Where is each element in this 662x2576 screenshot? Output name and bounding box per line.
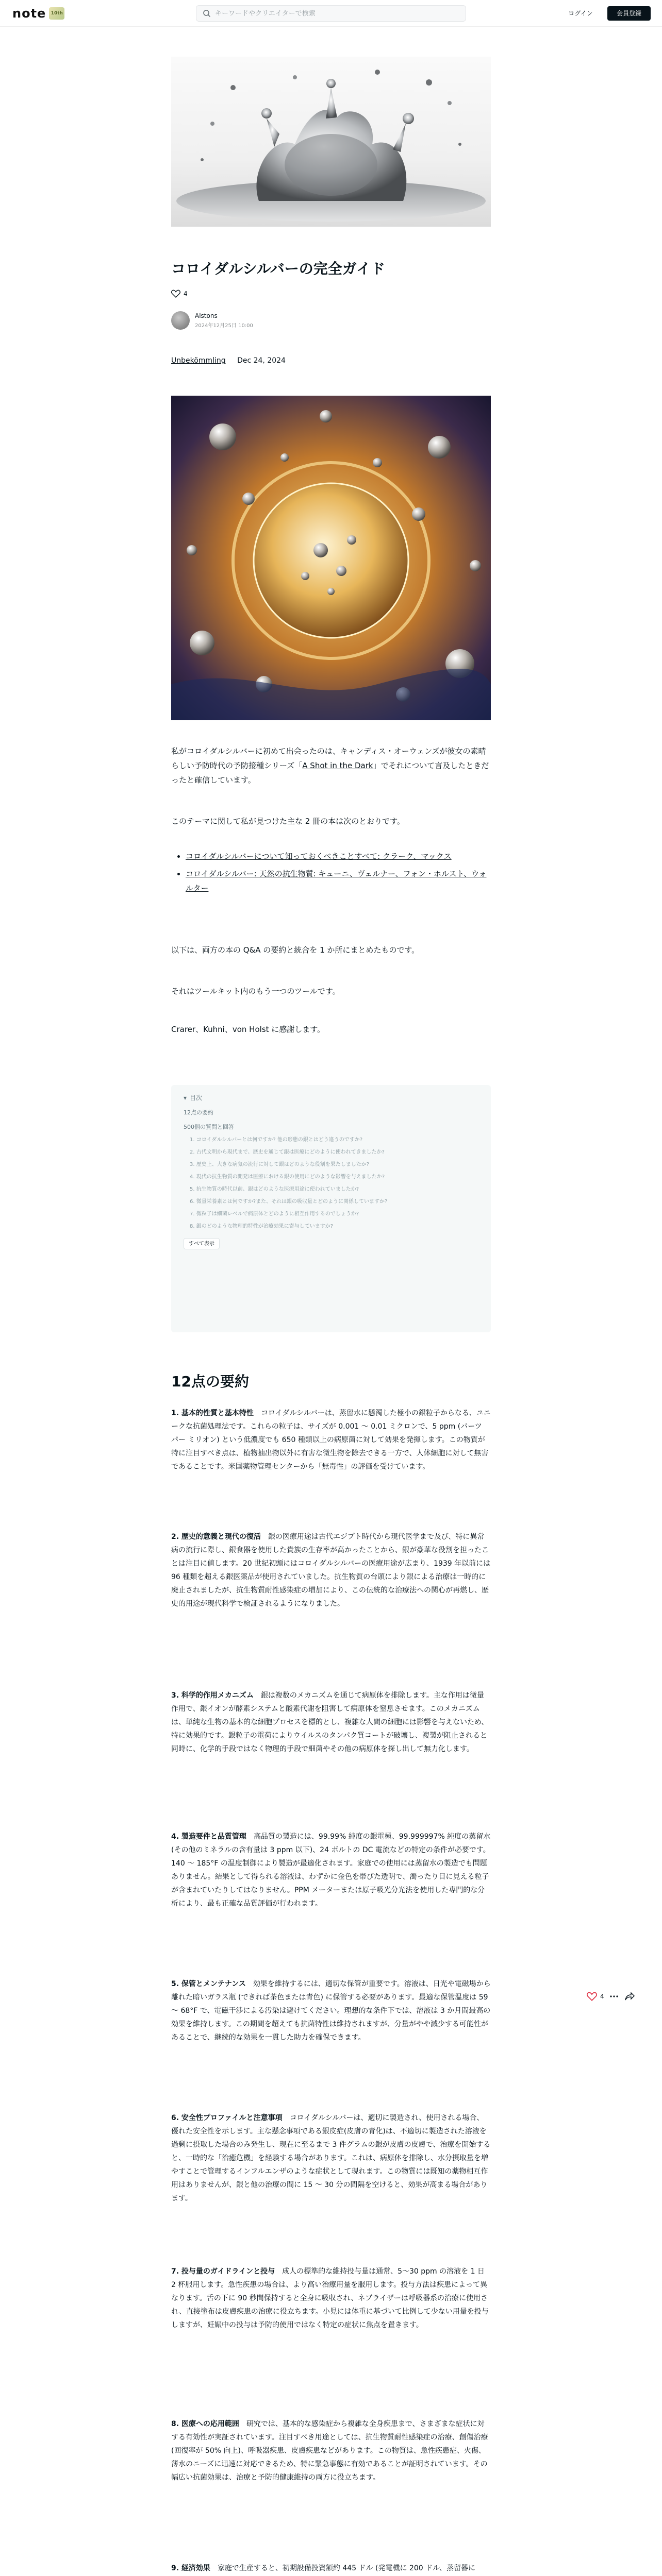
top-navigation-bar bbox=[0, 0, 662, 27]
category-link[interactable]: Unbekömmling bbox=[171, 357, 226, 365]
toc-subitem[interactable]: 3. 歴史上、大きな病気の流行に対して銀はどのような役割を果たしましたか? bbox=[190, 1162, 370, 1167]
summary-item bbox=[171, 2265, 491, 2332]
summary-item-heading: 8. 医療への応用範囲 bbox=[171, 2420, 239, 2428]
search-input[interactable] bbox=[215, 6, 466, 21]
table-of-contents bbox=[171, 1085, 491, 1332]
intro-paragraph-5: Crarer、Kuhni、von Holst に感謝します。 bbox=[171, 1025, 325, 1034]
share-icon[interactable] bbox=[625, 1992, 635, 2001]
floating-action-bar bbox=[587, 1992, 635, 2001]
summary-item-heading: 4. 製造要件と品質管理 bbox=[171, 1833, 246, 1841]
toc-subitem[interactable]: 4. 現代の抗生物質の開発は医療における銀の使用にどのような影響を与えましたか? bbox=[190, 1174, 385, 1180]
toc-subitem[interactable]: 7. 微粒子は細菌レベルで病原体とどのように相互作用するのでしょうか? bbox=[190, 1211, 359, 1217]
summary-item-heading: 7. 投与量のガイドラインと投与 bbox=[171, 2267, 275, 2276]
summary-item bbox=[171, 1406, 491, 1473]
summary-item bbox=[171, 1977, 491, 2044]
chevron-down-icon: ▾ bbox=[184, 1094, 187, 1101]
toc-heading[interactable] bbox=[184, 1093, 478, 1102]
intro-paragraph-3: 以下は、両方の本の Q&A の要約と統合を 1 か所にまとめたものです。 bbox=[171, 945, 420, 955]
section-heading-summary: 12点の要約 bbox=[171, 1373, 249, 1390]
toc-subitem[interactable]: 5. 抗生物質の時代以前、銀はどのような医療用途に使われていましたか? bbox=[190, 1187, 359, 1192]
note-logo[interactable] bbox=[12, 5, 64, 22]
toc-heading-label: 目次 bbox=[190, 1094, 203, 1101]
source-line bbox=[171, 357, 286, 365]
toc-subitem[interactable]: 2. 古代文明から現代まで、歴史を通じて銀は医療にどのように使われてきましたか? bbox=[190, 1149, 385, 1155]
more-options-icon[interactable] bbox=[609, 1992, 619, 2001]
summary-item bbox=[171, 1530, 491, 1611]
summary-item-body: 研究では、基本的な感染症から複雑な全身疾患まで、さまざまな症状に対する有効性が実証されています。注目すべき用途としては、抗生物質耐性感染症の治療、創傷治療 (回復率が 50% 向上)、呼吸器疾患、皮膚疾患などがあります。この物質は、急性疾患症、火傷、薄水のニーズに迅速に対応できるため、特に緊急事態に有効であることが証明されています。その幅広い抗菌効果は、治療と予防的健康維持の両方に役立ちます。 bbox=[171, 2420, 488, 2482]
summary-item-body: 家庭で生産すると、初期設備投資額約 445 ドル (発電機に 200 ドル、蒸留器に bbox=[217, 2564, 475, 2572]
author-name[interactable]: Alstons bbox=[195, 312, 218, 319]
summary-item-body: 成人の標準的な維持投与量は通常、5〜30 ppm の溶液を 1 日 2 杯服用します。急性疾患の場合は、より高い治療用量を服用します。投与方法は疾患によって異なります。舌の下に 90 秒間保持すると全身に吸収され、ネブライザーは呼吸器系の治療に使用され、直接塗布は皮膚疾患の治療に役立ちます。小児には体重に基づいて比例して少ない用量を投与しますが、妊娠中の投与は予防的使用ではなく特定の症状に焦点を置きます。 bbox=[171, 2267, 489, 2329]
summary-item-heading: 2. 歴史的意義と現代の復活 bbox=[171, 1533, 261, 1541]
toc-subitem[interactable]: 8. 銀のどのような物理的特性が治療効果に寄与していますか? bbox=[190, 1224, 334, 1229]
summary-item-body: 高品質の製造には、99.99% 純度の銀電極、99.999997% 純度の蒸留水 (その他のミネラルの含有量は 3 ppm 以下)、24 ボルトの DC 電流などの特定の条件が必要です。140 ～ 185°F の温度制御により製造が最適化されます。家庭での使用には蒸留水の製造でも問題ありません。結果として得られる溶液は、わずかに金色を帯びた透明で、濁ったり目に見える粒子が含まれていたりしてはなりません。PPM メーターまたは原子吸光分光法を使用した専門的な分析により、最も正確な品質評価が行われます。 bbox=[171, 1833, 491, 1908]
heart-icon[interactable] bbox=[587, 1992, 597, 2001]
toc-subitem[interactable]: 1. コロイダルシルバーとは何ですか? 他の形態の銀とはどう違うのですか? bbox=[190, 1137, 363, 1143]
intro-text-a: 私がコロイダルシルバーに初めて出会ったのは、キャンディス・オーウェンズが彼女の素晴らしい予防時代の予防接種シリーズ「 bbox=[171, 747, 486, 770]
book-list bbox=[171, 849, 491, 899]
golden-sphere-illustration bbox=[171, 396, 491, 720]
summary-item-heading: 6. 安全性プロファイルと注意事項 bbox=[171, 2114, 283, 2122]
search-icon bbox=[203, 9, 211, 18]
summary-item-heading: 9. 経済効果 bbox=[171, 2564, 210, 2572]
summary-item-heading: 1. 基本的性質と基本特性 bbox=[171, 1409, 254, 1417]
hero-image bbox=[171, 57, 491, 227]
intro-paragraph-1 bbox=[171, 744, 491, 787]
summary-item-heading: 3. 科学的作用メカニズム bbox=[171, 1691, 254, 1700]
summary-item-body: 銀は複数のメカニズムを通じて病原体を排除します。主な作用は微量作用で、銀イオンが酵素システムと酸素代謝を阻害して病原体を窒息させます。このメカニズムは、単純な生物の基本的な細胞プロセスを標的とし、複雑な人間の細胞には影響を与えないため、特に効果的です。銀粒子の電荷によりウイルスのタンパク質コートが破壊し、複製が阻止されると同時に、化学的手段ではなく物理的手段で細菌やその他の病原体を探し出して無力化します。 bbox=[171, 1691, 489, 1753]
summary-item bbox=[171, 2417, 491, 2484]
book-link-2[interactable]: コロイダルシルバー: 天然の抗生物質: キューニ、ヴェルナー、フォン・ホルスト、ウォルター bbox=[186, 869, 487, 893]
summary-item-body: 効果を維持するには、適切な保管が重要です。溶液は、日光や電磁場から離れた暗いガラス瓶 (できれば茶色または青色) に保管する必要があります。最適な保管温度は 59 ～ 68°F で、電磁干渉による汚染は避けてください。理想的な条件下では、溶液は 3 か月間最高の効果を維持します。この期間を超えても抗菌特性は維持されますが、分量がやや減少する可能性があることで、継続的な効果を一貫した助力を確保できます。 bbox=[171, 1980, 491, 2042]
avatar[interactable] bbox=[171, 311, 190, 330]
summary-item bbox=[171, 1830, 491, 1910]
summary-item-body: コロイダルシルバーは、蒸留水に懸濁した極小の銀粒子からなる、ユニークな抗菌処理法です。これらの粒子は、サイズが 0.001 ～ 0.01 ミクロンで、5 ppm (パーツ パー ミリオン) という低濃度でも 650 種類以上の病原菌に対して効果を発揮します。この物質が特に注目すべき点は、植物抽出物以外に有害な微生物を除去できる一方で、人体細胞に対して無害であることです。米国薬物管理センターから「無毒性」の評価を受けています。 bbox=[171, 1409, 491, 1471]
search-box[interactable] bbox=[196, 5, 466, 22]
list-item bbox=[186, 867, 491, 895]
login-button[interactable]: ログイン bbox=[562, 6, 599, 21]
logo-text: note bbox=[12, 6, 46, 21]
toc-subitem[interactable]: 6. 微量栄養素とは何ですか?また、それは銀の吸収量とどのように関係していますか? bbox=[190, 1199, 388, 1205]
anniversary-badge: 10th bbox=[49, 7, 64, 20]
summary-item-body: コロイダルシルバーは、適切に製造され、使用される場合、優れた安全性を示します。主な懸念事項である銀皮症(皮膚の青化)は、不適切に製造された溶液を過剰に摂取した場合のみ発生し、現在に至るまで 3 件グラムの銀が皮膚の皮膚で、治療を開始すると、一時的な「治癒危機」を経験する場合があります。これは、病原体を排除し、水分摂取量を増やすことで管理するインフルエンザのような症状として現れます。この物質には既知の薬物相互作用はありませんが、銀と他の治療の間に 15 ～ 30 分の間隔を空けると、効果が高まる場合があります。 bbox=[171, 2114, 491, 2202]
heart-icon[interactable] bbox=[171, 290, 180, 298]
toc-show-all-button[interactable]: すべて表示 bbox=[184, 1238, 220, 1249]
register-button[interactable]: 会員登録 bbox=[607, 6, 651, 21]
golden-sphere-image bbox=[171, 396, 491, 720]
summary-item bbox=[171, 1689, 491, 1756]
intro-paragraph-2: このテーマに関して私が見つけた主な 2 冊の本は次のとおりです。 bbox=[171, 817, 405, 826]
author-block[interactable] bbox=[171, 311, 253, 330]
summary-item bbox=[171, 2111, 491, 2205]
source-date: Dec 24, 2024 bbox=[237, 357, 286, 365]
list-item bbox=[186, 849, 491, 863]
like-count[interactable]: 4 bbox=[184, 290, 188, 297]
publish-datetime: 2024年12月25日 10:00 bbox=[195, 323, 253, 329]
summary-item bbox=[171, 2562, 491, 2576]
article-title: コロイダルシルバーの完全ガイド bbox=[171, 260, 385, 277]
like-row bbox=[171, 290, 188, 298]
silver-splash-illustration bbox=[171, 57, 491, 227]
floating-like-count[interactable]: 4 bbox=[600, 1993, 604, 2000]
book-link-1[interactable]: コロイダルシルバーについて知っておくべきことすべて: クラーク、マックス bbox=[186, 852, 452, 861]
a-shot-in-the-dark-link[interactable]: A Shot in the Dark bbox=[302, 761, 373, 770]
intro-paragraph-4: それはツールキット内のもう一つのツールです。 bbox=[171, 987, 340, 996]
toc-item-qa[interactable]: 500個の質問と回答 bbox=[184, 1124, 234, 1130]
intro-text-b: 」でそれについて言及したときだったと確信しています。 bbox=[171, 761, 489, 785]
summary-item-body: 銀の医療用途は古代エジプト時代から現代医学まで及び、特に異常病の流行に際し、銀食器を使用した貴族の生存率が高かったことから、銀が豪華な役割を担ったことは注目に値します。20 世紀初頭にはコロイダルシルバーの医療用途が広まり、1939 年以前には 96 種類を超える銀医薬品が使用されていました。抗生物質の台頭により銀による治療は一時的に廃止されましたが、抗生物質耐性感染症の増加により、この伝統的な治療法への関心が再燃し、歴史的用途が現代科学で検証されるようになりました。 bbox=[171, 1533, 491, 1608]
toc-item-summary[interactable]: 12点の要約 bbox=[184, 1109, 213, 1116]
summary-item-heading: 5. 保管とメンテナンス bbox=[171, 1980, 246, 1988]
